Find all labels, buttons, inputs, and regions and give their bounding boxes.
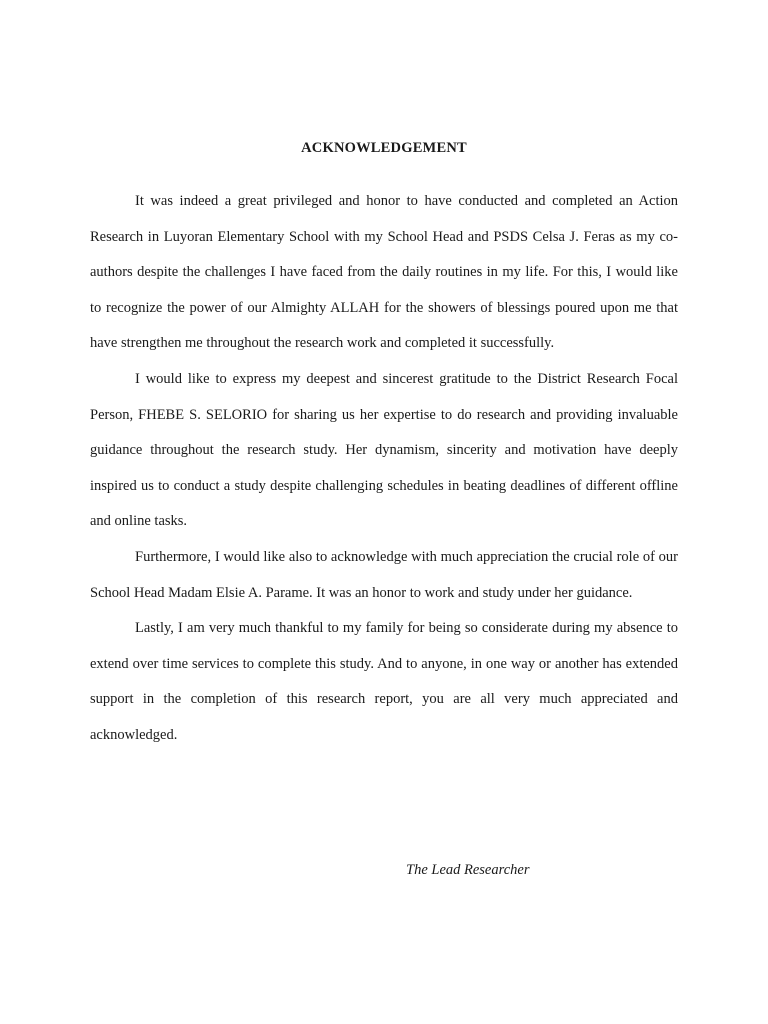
signature-line: The Lead Researcher <box>406 862 530 878</box>
page-title: ACKNOWLEDGEMENT <box>301 140 467 156</box>
paragraph-3: Furthermore, I would like also to acknowledge with much appreciation the crucial role of our School Head Madam Elsie A. Parame. It was an honor to work and study under her guidance. <box>90 548 678 601</box>
paragraph-4: Lastly, I am very much thankful to my family for being so considerate during my absence to extend over time services to complete this study. And to anyone, in one way or another has extended support in the completion of this research report, you are all very much appreciated and acknowledged. <box>90 620 678 743</box>
paragraph-2: I would like to express my deepest and sincerest gratitude to the District Research Focal Person, FHEBE S. SELORIO for sharing us her expertise to do research and providing invaluable guidance throughout the research study. Her dynamism, sincerity and motivation have deeply inspired us to conduct a study despite challenging schedules in beating deadlines of different offline and online tasks. <box>90 370 678 530</box>
paragraph-1: It was indeed a great privileged and honor to have conducted and completed an Action Research in Luyoran Elementary School with my School Head and PSDS Celsa J. Feras as my co-authors despite the challenges I have faced from the daily routines in my life. For this, I would like to recognize the power of our Almighty ALLAH for the showers of blessings poured upon me that have strengthen me throughout the research work and completed it successfully. <box>90 193 678 352</box>
acknowledgement-body <box>90 184 678 754</box>
